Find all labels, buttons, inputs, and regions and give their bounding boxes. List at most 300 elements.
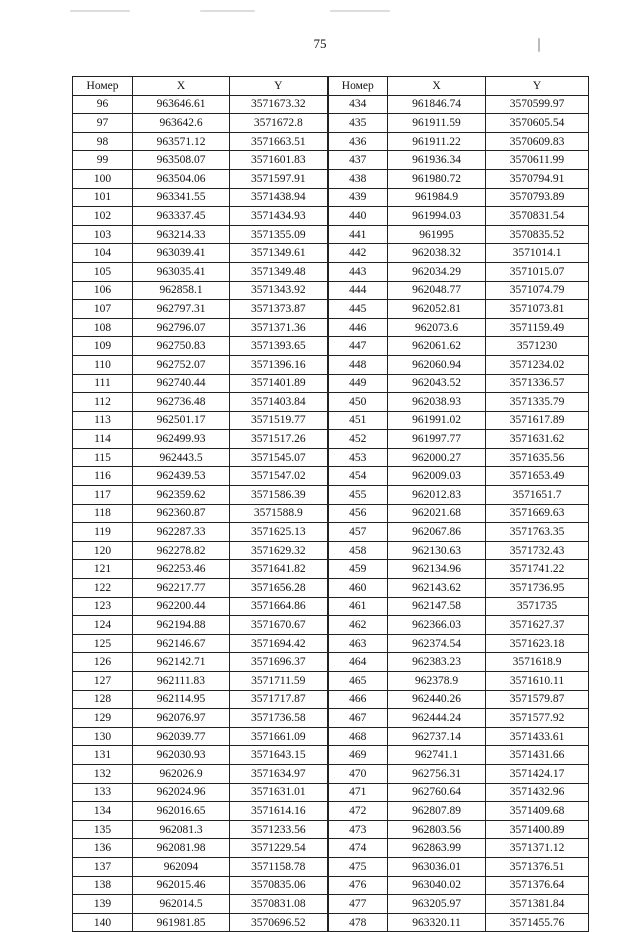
cell-y-1: 3571663.51 [230,132,328,151]
cell-y-2: 3570793.89 [486,188,589,207]
cell-x-1: 962796.07 [133,318,230,337]
cell-row-number-1: 132 [73,764,133,783]
cell-x-2: 962130.63 [388,541,486,560]
scan-speck [538,38,540,52]
cell-x-1: 963039.41 [133,244,230,263]
cell-x-2: 962067.86 [388,523,486,542]
cell-row-number-1: 128 [73,690,133,709]
header-y-1: Y [230,77,328,96]
cell-y-2: 3571736.95 [486,579,589,598]
table-row [73,244,589,263]
cell-x-1: 962359.62 [133,486,230,505]
cell-x-2: 961846.74 [388,95,486,114]
table-row [73,355,589,374]
cell-row-number-2: 443 [328,262,388,281]
cell-x-1: 962081.98 [133,839,230,858]
cell-y-2: 3571376.64 [486,876,589,895]
table-row [73,188,589,207]
cell-y-2: 3571455.76 [486,913,589,932]
cell-y-1: 3571545.07 [230,448,328,467]
cell-row-number-2: 455 [328,486,388,505]
cell-row-number-2: 456 [328,504,388,523]
cell-y-2: 3571424.17 [486,764,589,783]
cell-row-number-2: 471 [328,783,388,802]
cell-y-1: 3571629.32 [230,541,328,560]
cell-y-1: 3571672.8 [230,114,328,133]
cell-x-1: 962797.31 [133,300,230,319]
cell-row-number-2: 470 [328,764,388,783]
cell-x-2: 963320.11 [388,913,486,932]
table-row [73,690,589,709]
table-row [73,411,589,430]
cell-y-2: 3571074.79 [486,281,589,300]
cell-row-number-2: 472 [328,802,388,821]
cell-y-1: 3571656.28 [230,579,328,598]
cell-y-1: 3571634.97 [230,764,328,783]
cell-row-number-2: 446 [328,318,388,337]
cell-row-number-2: 464 [328,653,388,672]
cell-row-number-1: 139 [73,895,133,914]
cell-x-2: 962378.9 [388,672,486,691]
page-number: 75 [313,36,327,51]
cell-x-2: 962143.62 [388,579,486,598]
cell-x-1: 962360.87 [133,504,230,523]
cell-y-2: 3570605.54 [486,114,589,133]
cell-x-1: 962111.83 [133,672,230,691]
cell-row-number-2: 445 [328,300,388,319]
cell-x-1: 963571.12 [133,132,230,151]
cell-x-2: 962444.24 [388,709,486,728]
cell-y-1: 3571601.83 [230,151,328,170]
cell-x-2: 962383.23 [388,653,486,672]
header-y-2: Y [486,77,589,96]
cell-row-number-2: 439 [328,188,388,207]
table-row [73,486,589,505]
cell-row-number-2: 436 [328,132,388,151]
cell-y-1: 3571547.02 [230,467,328,486]
cell-row-number-2: 435 [328,114,388,133]
cell-row-number-2: 468 [328,727,388,746]
cell-y-2: 3571635.56 [486,448,589,467]
table-row [73,913,589,932]
cell-row-number-1: 137 [73,857,133,876]
cell-y-1: 3571631.01 [230,783,328,802]
cell-y-2: 3570599.97 [486,95,589,114]
cell-row-number-1: 116 [73,467,133,486]
cell-row-number-1: 117 [73,486,133,505]
cell-row-number-1: 123 [73,597,133,616]
cell-row-number-1: 96 [73,95,133,114]
cell-x-2: 962863.99 [388,839,486,858]
cell-y-2: 3570794.91 [486,169,589,188]
cell-y-2: 3571610.11 [486,672,589,691]
cell-row-number-1: 106 [73,281,133,300]
cell-y-1: 3570831.08 [230,895,328,914]
cell-x-2: 962760.64 [388,783,486,802]
cell-x-2: 962000.27 [388,448,486,467]
cell-row-number-2: 475 [328,857,388,876]
table-row [73,616,589,635]
cell-x-1: 962278.82 [133,541,230,560]
cell-row-number-1: 112 [73,393,133,412]
cell-x-2: 962034.29 [388,262,486,281]
cell-x-1: 963214.33 [133,225,230,244]
cell-x-1: 962016.65 [133,802,230,821]
cell-row-number-1: 108 [73,318,133,337]
cell-y-2: 3570609.83 [486,132,589,151]
cell-row-number-1: 138 [73,876,133,895]
table-row [73,393,589,412]
cell-y-2: 3571381.84 [486,895,589,914]
cell-y-1: 3571625.13 [230,523,328,542]
cell-y-2: 3571617.89 [486,411,589,430]
cell-x-2: 963040.02 [388,876,486,895]
cell-y-1: 3571641.82 [230,560,328,579]
header-number-1: Номер [73,77,133,96]
cell-row-number-1: 125 [73,634,133,653]
cell-y-1: 3571355.09 [230,225,328,244]
cell-row-number-2: 458 [328,541,388,560]
cell-row-number-1: 110 [73,355,133,374]
cell-y-2: 3571409.68 [486,802,589,821]
table-row [73,114,589,133]
cell-row-number-1: 124 [73,616,133,635]
cell-row-number-2: 478 [328,913,388,932]
cell-x-1: 963646.61 [133,95,230,114]
cell-row-number-1: 102 [73,207,133,226]
cell-x-1: 963504.06 [133,169,230,188]
cell-y-2: 3570831.54 [486,207,589,226]
cell-y-2: 3570611.99 [486,151,589,170]
table-row [73,262,589,281]
cell-x-1: 962200.44 [133,597,230,616]
cell-row-number-2: 447 [328,337,388,356]
table-row [73,746,589,765]
cell-y-2: 3571651.7 [486,486,589,505]
cell-x-2: 962440.26 [388,690,486,709]
cell-row-number-1: 129 [73,709,133,728]
cell-x-1: 962740.44 [133,374,230,393]
cell-y-2: 3571376.51 [486,857,589,876]
cell-row-number-1: 99 [73,151,133,170]
cell-x-1: 963341.55 [133,188,230,207]
cell-row-number-1: 111 [73,374,133,393]
cell-row-number-2: 469 [328,746,388,765]
table-row [73,839,589,858]
cell-row-number-1: 105 [73,262,133,281]
cell-x-1: 962443.5 [133,448,230,467]
cell-x-1: 962024.96 [133,783,230,802]
cell-x-1: 962499.93 [133,430,230,449]
cell-row-number-2: 457 [328,523,388,542]
cell-y-1: 3571588.9 [230,504,328,523]
header-number-2: Номер [328,77,388,96]
cell-x-1: 962439.53 [133,467,230,486]
cell-y-2: 3571400.89 [486,820,589,839]
cell-y-1: 3571664.86 [230,597,328,616]
cell-y-2: 3571577.92 [486,709,589,728]
cell-y-2: 3571627.37 [486,616,589,635]
cell-row-number-1: 104 [73,244,133,263]
cell-row-number-1: 113 [73,411,133,430]
cell-row-number-1: 107 [73,300,133,319]
cell-y-1: 3571661.09 [230,727,328,746]
cell-y-2: 3571015.07 [486,262,589,281]
cell-row-number-2: 452 [328,430,388,449]
cell-x-2: 961911.59 [388,114,486,133]
table-row [73,300,589,319]
table-row [73,783,589,802]
cell-y-1: 3571736.58 [230,709,328,728]
cell-row-number-2: 437 [328,151,388,170]
cell-row-number-1: 98 [73,132,133,151]
table-row [73,672,589,691]
cell-y-1: 3571233.56 [230,820,328,839]
cell-x-2: 962043.52 [388,374,486,393]
cell-y-2: 3571230 [486,337,589,356]
cell-y-2: 3571631.62 [486,430,589,449]
cell-x-1: 962253.46 [133,560,230,579]
cell-row-number-1: 122 [73,579,133,598]
cell-x-2: 962012.83 [388,486,486,505]
cell-y-1: 3571711.59 [230,672,328,691]
cell-x-2: 962021.68 [388,504,486,523]
cell-x-2: 961936.34 [388,151,486,170]
table-row [73,448,589,467]
table-row [73,467,589,486]
cell-x-2: 962147.58 [388,597,486,616]
cell-row-number-1: 140 [73,913,133,932]
cell-y-2: 3570835.52 [486,225,589,244]
coordinates-table [72,76,589,932]
cell-x-2: 962737.14 [388,727,486,746]
cell-x-1: 962287.33 [133,523,230,542]
table-row [73,653,589,672]
cell-y-1: 3571401.89 [230,374,328,393]
table-row [73,132,589,151]
cell-row-number-1: 103 [73,225,133,244]
cell-y-2: 3571669.63 [486,504,589,523]
cell-y-1: 3571158.78 [230,857,328,876]
cell-y-2: 3571579.87 [486,690,589,709]
cell-x-1: 963035.41 [133,262,230,281]
table-row [73,820,589,839]
cell-x-1: 962736.48 [133,393,230,412]
cell-y-2: 3571014.1 [486,244,589,263]
cell-y-2: 3571735 [486,597,589,616]
cell-row-number-2: 474 [328,839,388,858]
cell-row-number-2: 466 [328,690,388,709]
cell-x-1: 962114.95 [133,690,230,709]
cell-row-number-2: 461 [328,597,388,616]
cell-y-1: 3570835.06 [230,876,328,895]
cell-x-2: 961984.9 [388,188,486,207]
cell-x-1: 962026.9 [133,764,230,783]
cell-y-2: 3571618.9 [486,653,589,672]
cell-y-2: 3571073.81 [486,300,589,319]
cell-row-number-1: 120 [73,541,133,560]
cell-row-number-1: 131 [73,746,133,765]
cell-x-1: 962752.07 [133,355,230,374]
cell-row-number-2: 438 [328,169,388,188]
cell-row-number-2: 450 [328,393,388,412]
cell-x-1: 963508.07 [133,151,230,170]
cell-x-1: 962142.71 [133,653,230,672]
cell-x-1: 962030.93 [133,746,230,765]
cell-row-number-2: 440 [328,207,388,226]
cell-y-1: 3571696.37 [230,653,328,672]
cell-x-2: 962756.31 [388,764,486,783]
cell-row-number-2: 454 [328,467,388,486]
table-row [73,95,589,114]
cell-x-1: 962858.1 [133,281,230,300]
header-x-2: X [388,77,486,96]
table-row [73,169,589,188]
table-row [73,151,589,170]
cell-x-2: 962009.03 [388,467,486,486]
table-row [73,579,589,598]
cell-row-number-1: 114 [73,430,133,449]
cell-x-2: 961991.02 [388,411,486,430]
cell-x-2: 961911.22 [388,132,486,151]
cell-row-number-1: 127 [73,672,133,691]
cell-row-number-2: 477 [328,895,388,914]
cell-row-number-2: 448 [328,355,388,374]
cell-row-number-1: 121 [73,560,133,579]
cell-x-2: 962048.77 [388,281,486,300]
cell-x-2: 962038.32 [388,244,486,263]
cell-x-1: 962501.17 [133,411,230,430]
table-row [73,207,589,226]
table-row [73,634,589,653]
table-row [73,876,589,895]
cell-row-number-2: 459 [328,560,388,579]
cell-x-2: 963205.97 [388,895,486,914]
cell-row-number-2: 441 [328,225,388,244]
cell-y-1: 3571717.87 [230,690,328,709]
cell-row-number-1: 115 [73,448,133,467]
cell-y-1: 3571393.65 [230,337,328,356]
cell-x-1: 962014.5 [133,895,230,914]
cell-x-2: 961980.72 [388,169,486,188]
cell-row-number-2: 451 [328,411,388,430]
cell-y-1: 3571396.16 [230,355,328,374]
cell-y-1: 3571694.42 [230,634,328,653]
table-row [73,597,589,616]
cell-y-2: 3571431.66 [486,746,589,765]
scan-speck [70,10,130,12]
cell-row-number-2: 467 [328,709,388,728]
cell-x-2: 961995 [388,225,486,244]
cell-row-number-2: 449 [328,374,388,393]
cell-x-2: 962073.6 [388,318,486,337]
table-header-row [73,77,589,96]
cell-y-1: 3571349.61 [230,244,328,263]
table-row [73,895,589,914]
cell-y-1: 3571403.84 [230,393,328,412]
cell-y-1: 3571343.92 [230,281,328,300]
cell-x-2: 963036.01 [388,857,486,876]
cell-row-number-2: 444 [328,281,388,300]
cell-y-2: 3571432.96 [486,783,589,802]
cell-y-2: 3571433.61 [486,727,589,746]
cell-row-number-1: 97 [73,114,133,133]
cell-x-2: 961997.77 [388,430,486,449]
cell-y-2: 3571335.79 [486,393,589,412]
table-body [73,95,589,932]
cell-x-1: 962217.77 [133,579,230,598]
cell-y-1: 3571670.67 [230,616,328,635]
cell-y-1: 3570696.52 [230,913,328,932]
cell-row-number-1: 135 [73,820,133,839]
cell-y-1: 3571349.48 [230,262,328,281]
table-row [73,504,589,523]
cell-row-number-2: 453 [328,448,388,467]
scan-speck [330,10,390,12]
cell-row-number-2: 434 [328,95,388,114]
cell-row-number-1: 136 [73,839,133,858]
cell-x-1: 963642.6 [133,114,230,133]
cell-row-number-2: 473 [328,820,388,839]
cell-row-number-2: 463 [328,634,388,653]
table-row [73,709,589,728]
cell-x-2: 962374.54 [388,634,486,653]
cell-row-number-1: 118 [73,504,133,523]
table-row [73,318,589,337]
cell-y-1: 3571229.54 [230,839,328,858]
cell-x-2: 962052.81 [388,300,486,319]
cell-y-1: 3571614.16 [230,802,328,821]
header-x-1: X [133,77,230,96]
table-row [73,560,589,579]
cell-y-1: 3571373.87 [230,300,328,319]
cell-row-number-1: 101 [73,188,133,207]
cell-row-number-2: 465 [328,672,388,691]
table-row [73,523,589,542]
cell-row-number-1: 134 [73,802,133,821]
cell-x-2: 962741.1 [388,746,486,765]
cell-y-2: 3571741.22 [486,560,589,579]
cell-x-1: 961981.85 [133,913,230,932]
table-row [73,857,589,876]
table-row [73,337,589,356]
cell-x-1: 962015.46 [133,876,230,895]
table-row [73,430,589,449]
cell-y-1: 3571519.77 [230,411,328,430]
cell-y-1: 3571597.91 [230,169,328,188]
cell-y-1: 3571438.94 [230,188,328,207]
cell-x-1: 962750.83 [133,337,230,356]
cell-row-number-2: 462 [328,616,388,635]
cell-x-2: 961994.03 [388,207,486,226]
table-row [73,727,589,746]
cell-y-2: 3571732.43 [486,541,589,560]
cell-x-2: 962060.94 [388,355,486,374]
cell-row-number-1: 119 [73,523,133,542]
cell-x-1: 962076.97 [133,709,230,728]
cell-y-1: 3571586.39 [230,486,328,505]
cell-y-2: 3571336.57 [486,374,589,393]
cell-x-1: 963337.45 [133,207,230,226]
cell-x-2: 962038.93 [388,393,486,412]
cell-row-number-2: 442 [328,244,388,263]
cell-y-1: 3571673.32 [230,95,328,114]
cell-y-1: 3571434.93 [230,207,328,226]
cell-y-1: 3571643.15 [230,746,328,765]
cell-x-1: 962081.3 [133,820,230,839]
cell-row-number-1: 130 [73,727,133,746]
cell-y-2: 3571159.49 [486,318,589,337]
